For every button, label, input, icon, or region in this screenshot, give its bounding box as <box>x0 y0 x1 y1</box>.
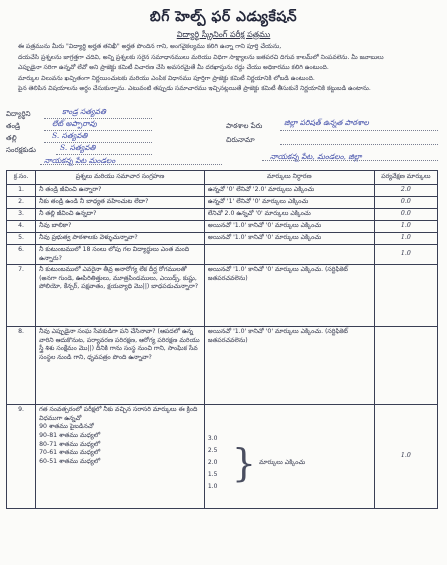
row-rule: అయినచో '1.0' కానిచో '0' మార్కులు ఎక్కించు. (సర్టిఫికెట్ జతపరచవలెను) <box>204 265 374 327</box>
header-marks: పర్యవేక్షణ మార్కులు <box>374 171 437 185</box>
row-rule: అయినచో '1.0' కానిచో '0' మార్కులు ఎక్కించు. (సర్టిఫికెట్ జతపరచవలెను) <box>204 327 374 405</box>
address-right-underline <box>262 160 438 161</box>
grade-points-2: 2.0 <box>207 459 218 467</box>
row-number: 4. <box>7 221 36 233</box>
address-label: చిరునామా <box>226 136 255 144</box>
row-rule <box>204 245 374 265</box>
header-question: ప్రశ్నలు మరియు సమాచార సంగ్రహణ <box>36 171 205 185</box>
grade-points-4: 1.0 <box>207 483 218 491</box>
row-question: నీకు తండ్రి ఉండి నీ బాధ్యత వహించుట లేదా? <box>36 197 205 209</box>
row-question: నీవు బాలికా? <box>36 221 205 233</box>
row-question: నీ తల్లి జీవించి ఉన్నదా? <box>36 209 205 221</box>
father-name: లేట్ అప్పారావు <box>52 119 97 128</box>
mother-label: తల్లి <box>6 134 17 142</box>
student-label: విద్యార్థిని <box>6 110 31 118</box>
row-question <box>36 405 205 509</box>
row-number: 8. <box>7 327 36 405</box>
grade-points-3: 1.5 <box>207 471 218 479</box>
screening-table <box>6 170 438 509</box>
row-question: నీ తండ్రి జీవించి ఉన్నారా? <box>36 185 205 197</box>
grade-range-1: 90-81 శాతము మధ్యలో <box>39 431 101 439</box>
grade-rule: మార్కులు ఎక్కించు <box>259 458 306 466</box>
school-name: జిల్లా పరిషత్ ఉన్నత పాఠశాల <box>284 118 369 127</box>
table-header-row <box>7 171 438 185</box>
row-question: నీవు ప్రభుత్వ పాఠశాలకు వెళ్ళుచున్నావా? <box>36 233 205 245</box>
father-label: తండ్రి <box>6 122 21 130</box>
row-rule: ఉన్నచో '1' లేనిచో '0' మార్కులు ఎక్కించు <box>204 197 374 209</box>
guardian-underline <box>56 154 152 155</box>
grade-range-3: 70-61 శాతము మధ్యలో <box>39 449 101 457</box>
row-mark <box>374 327 437 405</box>
table-row <box>7 265 438 327</box>
address-left-underline <box>40 164 222 165</box>
grade-range-0: 90 శాతము పైబడినచో <box>39 423 94 431</box>
row-mark: 2.0 <box>374 185 437 197</box>
grade-question-text: గత సంవత్సరంలో పరీక్షలో నీకు వచ్చిన సరాసరి మార్కులు ఈ క్రింది విధముగా ఉన్నచో <box>39 406 198 422</box>
row-rule: అయినచో '1.0' కానిచో '0' మార్కులు ఎక్కించు <box>204 233 374 245</box>
address-left: నాయకన్న పేట మండలం <box>44 156 116 165</box>
row-number: 5. <box>7 233 36 245</box>
row-number: 3. <box>7 209 36 221</box>
grade-points-1: 2.5 <box>207 447 218 455</box>
table-row <box>7 327 438 405</box>
row-mark: 0.0 <box>374 209 437 221</box>
header-serial: క్ర.సం. <box>7 171 36 185</box>
address-underline <box>280 144 438 145</box>
row-rule: లేనిచో 2.0 ఉన్నచో '0' మార్కులు ఎక్కించు <box>204 209 374 221</box>
grade-points-0: 3.0 <box>207 435 218 443</box>
mother-name: S. సత్యవతి <box>52 131 88 140</box>
row-mark: 1.0 <box>374 245 437 265</box>
row-number: 7. <box>7 265 36 327</box>
row-mark: 0.0 <box>374 197 437 209</box>
header-rule: మార్కులు నిర్ధారణ <box>204 171 374 185</box>
table-row <box>7 245 438 265</box>
table-row <box>7 209 438 221</box>
row-number: 6. <box>7 245 36 265</box>
row-question: నీ కుటుంబములో 18 సంలు లోపు గల విద్యార్థులు ఎంత మంది ఉన్నారు? <box>36 245 205 265</box>
row-question: నీవు ఎప్పుడైనా సంఘ సేవకుడిగా పని చేసినావా? (ఆపదలో ఉన్న వారిని ఆదుకొనుట, పర్యావరణ పరిరక్షణ, ఆరోగ్య పరిరక్షణ మరియు స్త్రీ శిశు సంక్షేమం మొ||) దీనికి గాను సంస్థ నుంచి గాని, సాంఘిక సేవ సంస్థల నుండి గాని, ధృవపత్రం పొంది ఉన్నావా? <box>36 327 205 405</box>
page-title: బిగ్ హెల్ప్ ఫర్ ఎడ్యుకేషన్ <box>149 9 298 25</box>
row-number: 1. <box>7 185 36 197</box>
table-row <box>7 221 438 233</box>
school-underline <box>280 130 438 131</box>
grade-range-4: 60-51 శాతము మధ్యలో <box>39 457 101 465</box>
row-mark: 1.0 <box>374 221 437 233</box>
row-rule: అయినచో '1.0' కానిచో '0' మార్కులు ఎక్కించు <box>204 221 374 233</box>
school-label: పాఠశాల పేరు <box>226 122 263 130</box>
grade-points-list <box>208 433 230 493</box>
grade-range-2: 80-71 శాతము మధ్యలో <box>39 440 101 448</box>
row-rule <box>204 405 374 509</box>
row-number: 9. <box>7 405 36 509</box>
table-row <box>7 405 438 509</box>
address-right: నాయకన్న పేట, మండలం, జిల్లా <box>270 152 362 161</box>
table-row <box>7 197 438 209</box>
guardian-name: S. సత్యవతి <box>60 143 96 152</box>
grade-points-block <box>208 432 371 494</box>
row-rule: ఉన్నచో '0' లేనిచో '2.0' మార్కులు ఎక్కించు <box>204 185 374 197</box>
page-subtitle: విద్యార్థి స్క్రీనింగ్ పరీక్ష పత్రము <box>176 30 271 39</box>
row-mark: 1.0 <box>374 405 437 509</box>
brace-icon: } <box>231 441 257 486</box>
row-mark <box>374 265 437 327</box>
row-mark: 1.0 <box>374 233 437 245</box>
row-number: 2. <box>7 197 36 209</box>
student-name: కాండ్ర సత్యవతి <box>62 107 106 116</box>
guardian-label: సంరక్షకుడు <box>6 146 36 154</box>
instructions-paragraph: ఈ పత్రమును మీరు "విద్యార్థి అర్హత తనిఖీ" అర్హత పొందిన గాని, అంగవైకల్యము కలిగి ఉన్నా గాని పూర్తి చేయను, దయచేసి ప్రశ్నలను జాగ్రత్తగా చదివి, అన్ని ప్రశ్నలకు సరైన సమాధానములు మరియు విధిగా సాక్ష్యాలను జతపరచి దిగువ కాలమ్‌లో నింపవలెను. మీ జవాబులు ఎప్పుడైనా సరిగా ఉన్నవో లేవో అని ప్రాజెక్టు కమిటీ విచారణ చేసి అవసరమైతే మీ దరఖాస్తును రద్దు చేయు అధికారము కలిగి ఉంటుంది. మార్కుల విలువను ఖచ్చితంగా నిర్ణయించుటకు మరియు ఎంపిక విధానము పూర్తిగా ప్రాజెక్టు కమిటీ నిర్ణయానికి లోబడి ఉంటుంది. పైన తెలిపిన విషయాలను అర్థం చేసుకున్నాను. ఎటువంటి తప్పుడు సమాచారము ఇచ్చినట్లయితే ప్రాజెక్టు కమిటీ తీసుకునే నిర్ణయానికి కట్టుబడి ఉంటాను. <box>18 43 384 93</box>
row-question: నీ కుటుంబములో ఎవరైనా తీవ్ర అనారోగ్య లేక దీర్ఘ రోగములతో (అనగా గుండె, ఊపిరితిత్తులు, మూత్రపిండములు, ఎయిడ్స్, కుష్టు, పోలియో, కేన్సర్, పక్షవాతం, క్షయవ్యాధి మొ||) బాధపడుచున్నారా? <box>36 265 205 327</box>
table-row <box>7 185 438 197</box>
table-row <box>7 233 438 245</box>
